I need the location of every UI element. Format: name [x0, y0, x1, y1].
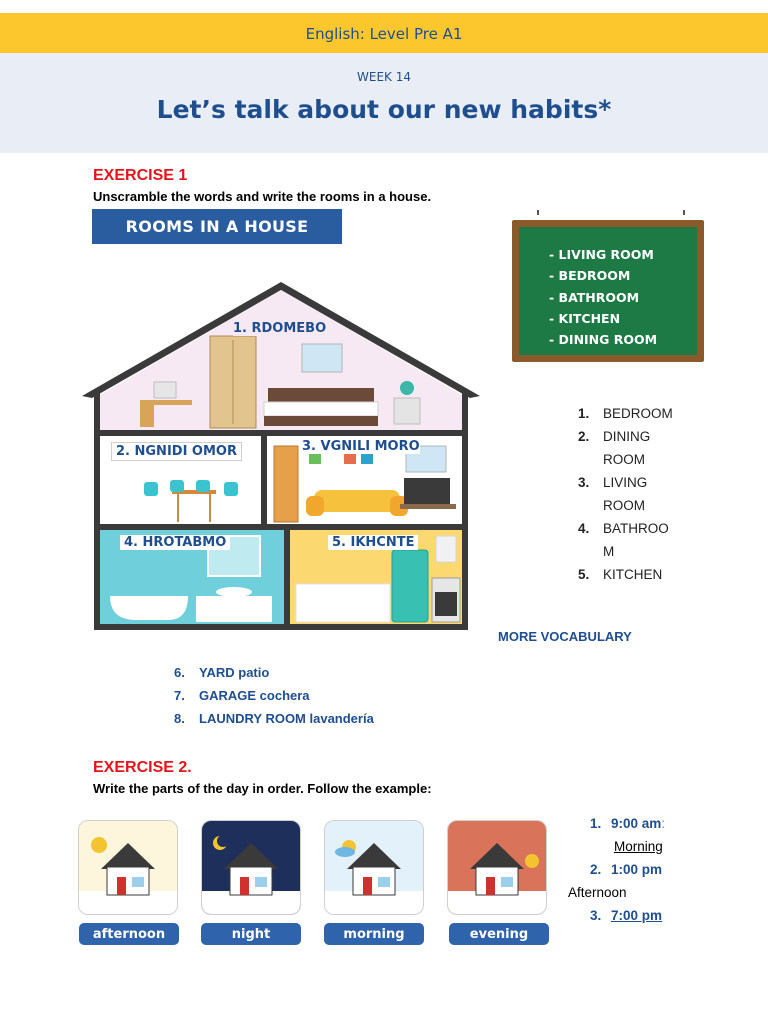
label-afternoon: afternoon — [79, 923, 179, 945]
chalkboard-item: - DINING ROOM — [549, 332, 658, 348]
day-card-morning — [324, 820, 424, 915]
exercise2-instruction: Write the parts of the day in order. Follow the example: — [93, 781, 432, 796]
room-label-1: 1. RDOMEBO — [233, 321, 327, 336]
vocab-item: 8. LAUNDRY ROOM lavandería — [174, 711, 374, 726]
chalkboard-list — [549, 247, 657, 353]
answer-item: 2. DINING ROOM — [578, 429, 651, 467]
day-card-evening — [447, 820, 547, 915]
answer-item: 3. LIVING ROOM — [578, 475, 648, 513]
exercise1-instruction: Unscramble the words and write the rooms in a house. — [93, 189, 432, 204]
answer-item: 4. BATHROOM — [578, 521, 669, 559]
chalkboard-item: - LIVING ROOM — [549, 247, 654, 262]
vocab-item: 7. GARAGE cochera — [174, 688, 310, 703]
chalkboard-item: - BATHROOM — [549, 289, 640, 305]
label-evening: evening — [449, 923, 549, 945]
page-title: Let’s talk about our new habits* — [156, 95, 612, 124]
sun-icon — [525, 854, 539, 868]
day-card-night — [201, 820, 301, 915]
sun-icon — [91, 837, 107, 853]
time-item-2: 2. 1:00 pm — [590, 862, 663, 877]
day-card-afternoon — [78, 820, 178, 915]
chalkboard-item: - KITCHEN — [549, 310, 621, 326]
moon-icon — [217, 835, 229, 847]
exercise2-heading: EXERCISE 2. — [93, 759, 192, 776]
room-label-3: 3. VGNILI MORO — [302, 439, 420, 454]
answer-item: 5. KITCHEN — [578, 567, 663, 582]
week-label: WEEK 14 — [357, 70, 411, 84]
time-item-1: 1. 9:00 am: — [590, 816, 666, 831]
time-item-3: 3. 7:00 pm — [590, 908, 663, 923]
more-vocabulary-heading: MORE VOCABULARY — [498, 629, 632, 644]
vocab-item: 6. YARD patio — [174, 665, 270, 680]
room-label-5: 5. IKHCNTE — [328, 535, 418, 550]
exercise1-heading: EXERCISE 1 — [93, 167, 188, 184]
room-label-4: 4. HROTABMO — [120, 535, 230, 550]
vocab-list — [174, 665, 374, 734]
chalkboard — [512, 220, 704, 362]
answer-item: 1. BEDROOM — [578, 406, 673, 421]
board-pin-right — [683, 210, 685, 215]
level-title: English: Level Pre A1 — [305, 25, 463, 43]
cloud-icon — [335, 847, 355, 857]
label-morning: morning — [324, 923, 424, 945]
label-night: night — [201, 923, 301, 945]
time-answer-2: Afternoon — [568, 885, 627, 900]
chalkboard-item: - BEDROOM — [549, 268, 631, 284]
answers-list — [578, 402, 678, 586]
board-pin-left — [537, 210, 539, 215]
rooms-banner: ROOMS IN A HOUSE — [92, 209, 342, 244]
time-answer-1: Morning — [614, 839, 663, 854]
room-label-2: 2. NGNIDI OMOR — [111, 442, 242, 461]
